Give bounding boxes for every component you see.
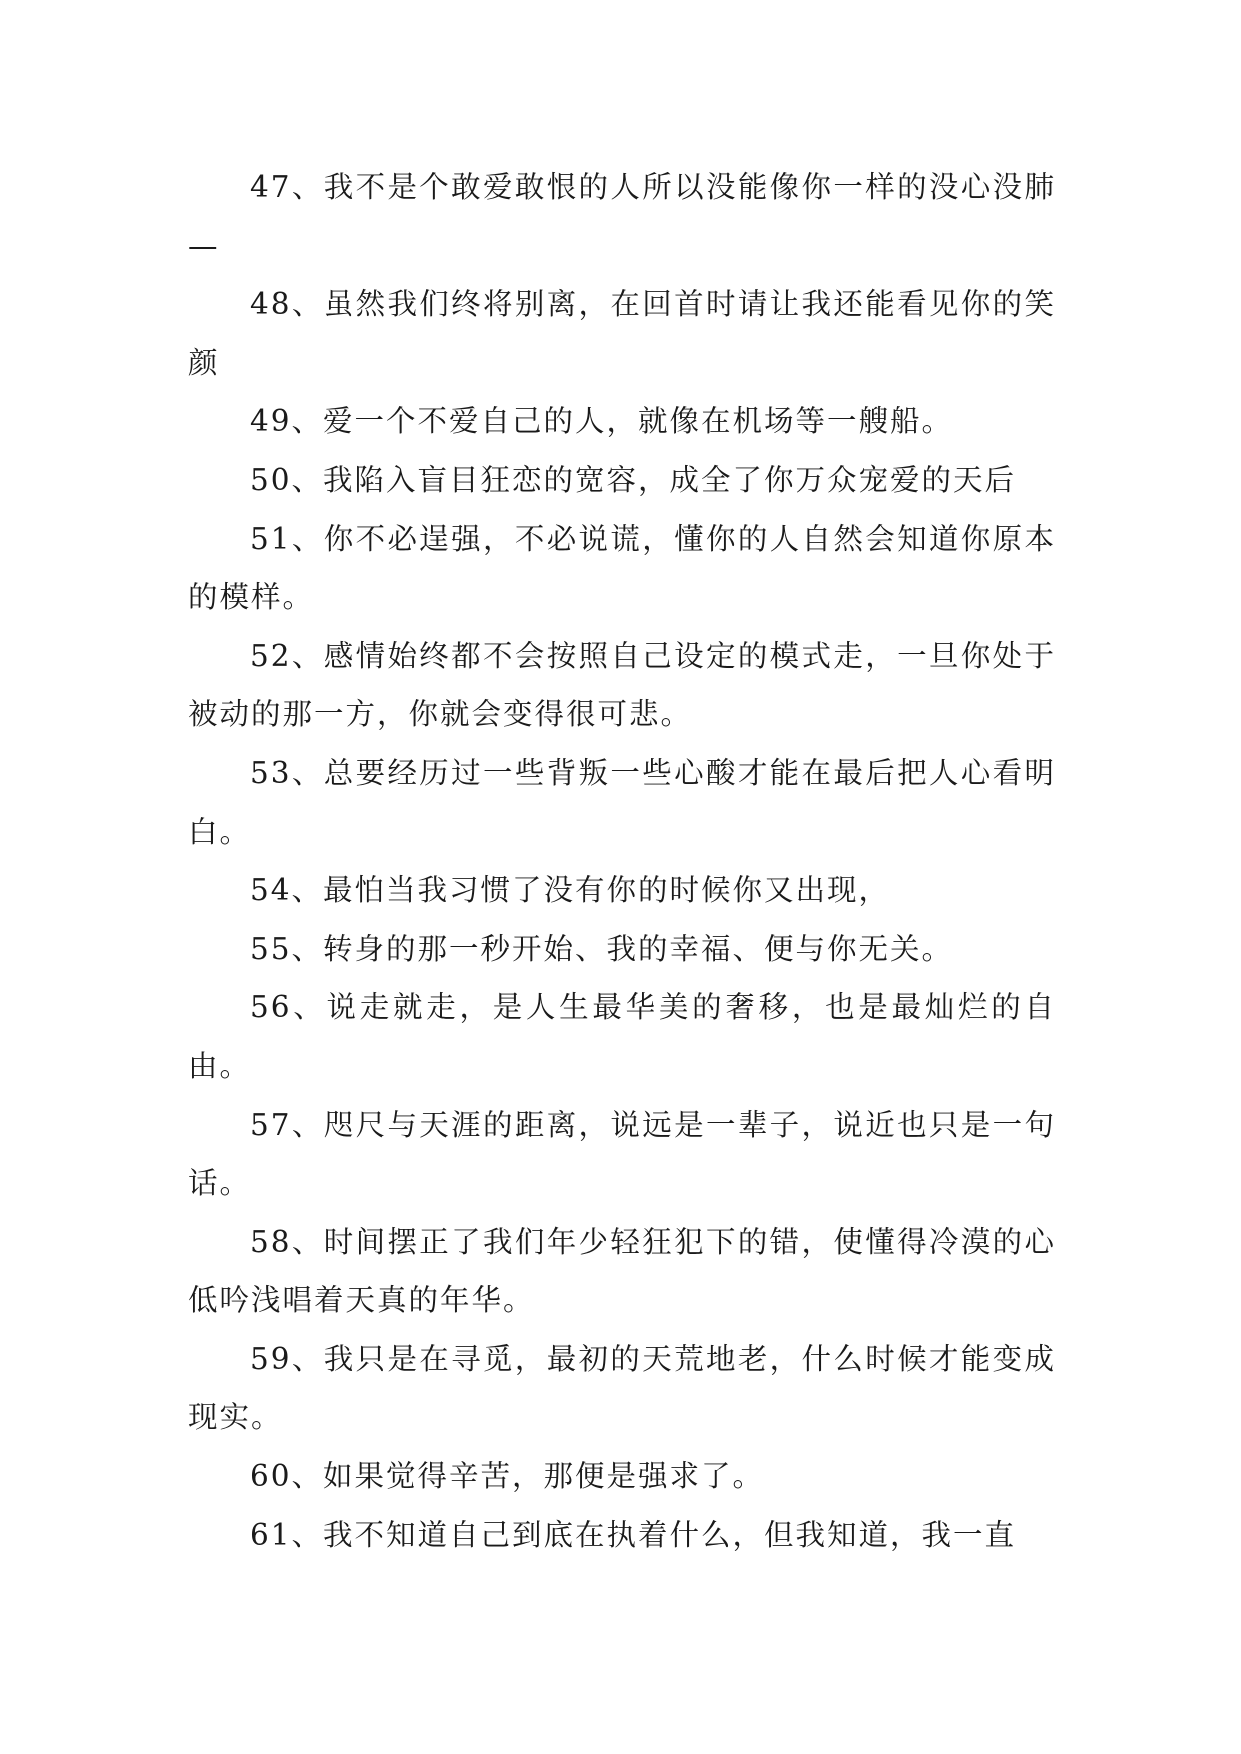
paragraph-59: 59、我只是在寻觅，最初的天荒地老，什么时候才能变成现实。 xyxy=(188,1341,1056,1435)
paragraph-60: 60、如果觉得辛苦，那便是强求了。 xyxy=(250,1459,765,1494)
paragraph-51: 51、你不必逞强，不必说谎，懂你的人自然会知道你原本的模样。 xyxy=(188,521,1056,615)
paragraph-49: 49、爱一个不爱自己的人，就像在机场等一艘船。 xyxy=(250,404,954,439)
paragraph-53: 53、总要经历过一些背叛一些心酸才能在最后把人心看明白。 xyxy=(188,755,1056,849)
paragraph-54: 54、最怕当我习惯了没有你的时候你又出现， xyxy=(250,873,891,908)
paragraph-48: 48、虽然我们终将别离，在回首时请让我还能看见你的笑颜 xyxy=(188,287,1056,380)
paragraph-56: 56、说走就走，是人生最华美的奢移，也是最灿烂的自由。 xyxy=(188,990,1056,1083)
paragraph-50: 50、我陷入盲目狂恋的宽容，成全了你万众宠爱的天后 xyxy=(250,462,1017,497)
paragraph-58: 58、时间摆正了我们年少轻狂犯下的错，使懂得冷漠的心低吟浅唱着天真的年华。 xyxy=(188,1224,1056,1318)
document-body xyxy=(188,158,1056,1564)
paragraph-52: 52、感情始终都不会按照自己设定的模式走，一旦你处于被动的那一方，你就会变得很可悲。 xyxy=(188,638,1056,732)
paragraph-47: 47、我不是个敢爱敢恨的人所以没能像你一样的没心没肺— xyxy=(188,170,1056,263)
paragraph-61: 61、我不知道自己到底在执着什么，但我知道，我一直 xyxy=(250,1517,1017,1552)
paragraph-55: 55、转身的那一秒开始、我的幸福、便与你无关。 xyxy=(250,931,954,966)
paragraph-57: 57、咫尺与天涯的距离，说远是一辈子，说近也只是一句话。 xyxy=(188,1107,1056,1201)
